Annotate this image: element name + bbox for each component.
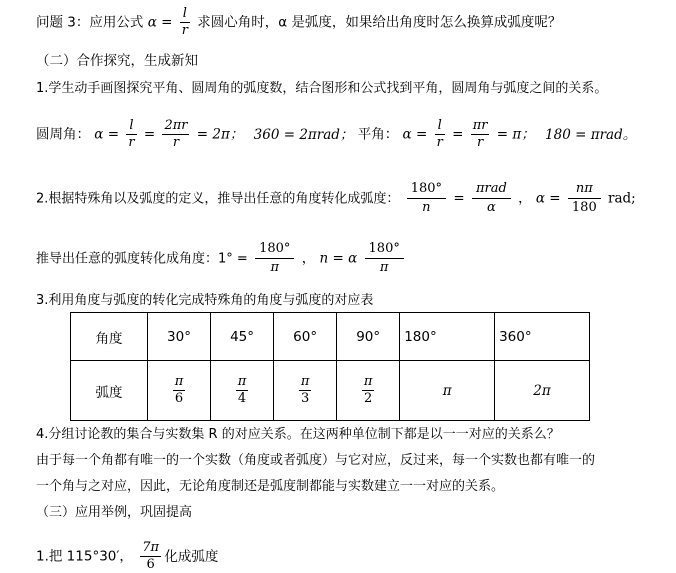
comma-p2: ，	[518, 190, 532, 207]
section-2-heading: （二）合作探究，生成新知	[36, 53, 198, 69]
degree-cell: 45°	[211, 313, 274, 361]
fraction-pirad-alpha: $\frac{\text{πrad}}{\alpha}$	[472, 180, 511, 217]
ex1-text-2: 化成弧度	[164, 548, 219, 565]
relation-360: 360 = 2πrad；	[253, 126, 354, 143]
fraction-l-r-1: $\frac{l}{r}$	[128, 118, 135, 150]
q3-formula-lhs: α =	[147, 14, 173, 31]
section-3-heading: （三）应用举例，巩固提高	[36, 505, 193, 520]
degree-cell: 30°	[148, 313, 211, 361]
full-angle-label: 圆周角：	[36, 126, 90, 143]
radian-cell: $\frac{\pi}{4}$	[211, 361, 274, 421]
ex1-text-1: 1.把 115°30′，	[36, 548, 133, 565]
fraction-180-n: $\frac{180^\circ}{n}$	[407, 180, 446, 217]
radian-cell: $\frac{\pi}{6}$	[148, 361, 211, 421]
fraction-180-pi-2: $\frac{180^\circ}{\pi}$	[365, 240, 404, 277]
radian-row	[71, 361, 590, 421]
degree-to-radian-line	[36, 180, 636, 217]
radian-cell: π	[400, 361, 495, 421]
n-eq-alpha: n = α	[319, 250, 358, 267]
fraction-180-pi-1: $\frac{180^\circ}{\pi}$	[255, 240, 294, 277]
degree-cell: 60°	[274, 313, 337, 361]
degree-cell: 90°	[337, 313, 400, 361]
rad-unit: rad;	[608, 190, 636, 207]
straight-angle-label: 平角：	[357, 126, 399, 143]
paragraph-4: 4.分组讨论教的集合与实数集 R 的对应关系。在这两种单位制下都是以一一对应的关系么？	[36, 427, 560, 442]
comma-p2b: ，	[301, 250, 316, 267]
question-3-line	[36, 6, 561, 39]
degree-cell: 180°	[400, 313, 495, 361]
paragraph-3: 3.利用角度与弧度的转化完成特殊角的角度与弧度的对应表	[36, 293, 374, 308]
q3-suffix: 求圆心角时，α 是弧度，如果给出角度时怎么换算成弧度呢？	[197, 14, 562, 31]
fraction-7pi-6: $\frac{7\pi}{6}$	[142, 540, 160, 572]
relation-180: 180 = πrad。	[545, 126, 637, 143]
p2-text: 2.根据特殊角以及弧度的定义，推导出任意的角度转化成弧度：	[36, 191, 400, 207]
q3-fraction: $\frac{l}{r}$	[181, 6, 188, 38]
equals-1: =	[143, 126, 156, 143]
equals-p2: =	[453, 190, 465, 207]
conversion-table	[70, 312, 590, 421]
equals-2: =	[452, 126, 464, 143]
alpha-eq-2: α =	[402, 126, 428, 143]
paragraph-1: 1.学生动手画图探究平角、圆周角的弧度数，结合图形和公式找到平角，圆周角与弧度之间的关系。	[36, 81, 608, 96]
p2b-text: 推导出任意的弧度转化成角度：1° =	[36, 251, 248, 267]
q3-prefix: 问题 3：应用公式	[36, 14, 144, 31]
radian-cell: 2π	[495, 361, 590, 421]
fraction-l-r-2: $\frac{l}{r}$	[436, 118, 443, 150]
angle-formula-line	[36, 118, 636, 151]
paragraph-5-line-2: 一个角与之对应，因此，无论角度制还是弧度制都能与实数建立一一对应的关系。	[36, 479, 505, 494]
fraction-pir-r: $\frac{\pi r}{r}$	[472, 118, 488, 150]
example-1-line	[36, 540, 218, 573]
radian-header: 弧度	[71, 361, 148, 421]
tail-pi: = π；	[496, 126, 535, 143]
alpha-eq-p2: α =	[535, 190, 561, 207]
degree-row	[71, 313, 590, 361]
fraction-npi-180: $\frac{n\pi}{180}$	[568, 180, 601, 217]
paragraph-5-line-1: 由于每一个角都有唯一的一个实数（角度或者弧度）与它对应，反过来，每一个实数也都有唯一的	[36, 453, 596, 468]
tail-2pi: = 2π；	[196, 126, 244, 143]
radian-cell: $\frac{\pi}{2}$	[337, 361, 400, 421]
radian-to-degree-line	[36, 240, 407, 277]
alpha-eq-1: α =	[94, 126, 120, 143]
degree-header: 角度	[71, 313, 148, 361]
radian-cell: $\frac{\pi}{3}$	[274, 361, 337, 421]
fraction-2pir-r: $\frac{2\pi r}{r}$	[164, 118, 188, 150]
degree-cell: 360°	[495, 313, 590, 361]
